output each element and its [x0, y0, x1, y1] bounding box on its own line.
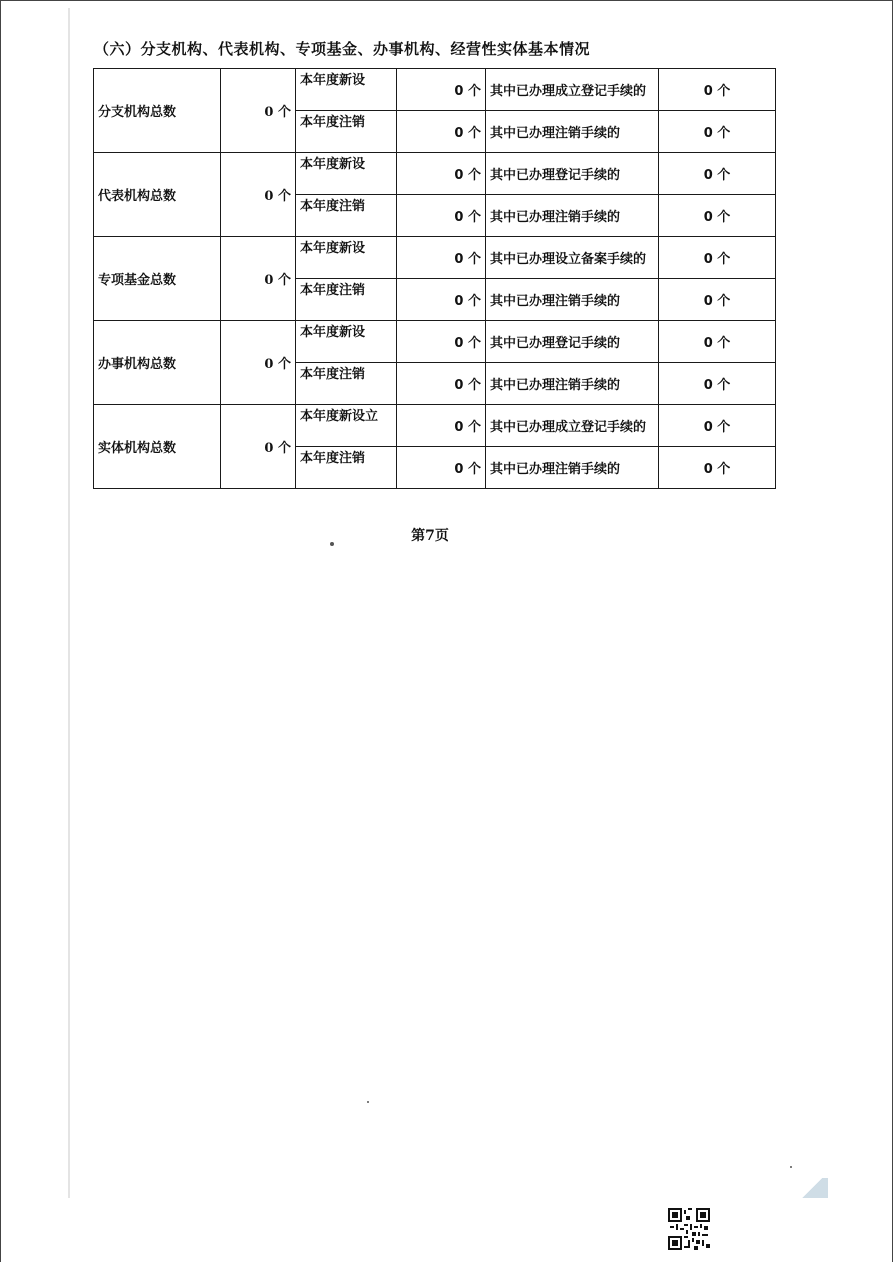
category-cell: 实体机构总数 — [94, 405, 221, 489]
count-cell: 0 个 — [397, 111, 486, 153]
procedure-cell: 其中已办理注销手续的 — [486, 279, 659, 321]
procedure-count-cell: 0 个 — [659, 111, 776, 153]
category-cell: 办事机构总数 — [94, 321, 221, 405]
table-row — [94, 321, 776, 363]
table-row — [94, 237, 776, 279]
page-corner-shadow — [796, 1178, 828, 1198]
count-cell: 0 个 — [397, 237, 486, 279]
frame-top-border — [0, 0, 893, 1]
action-cell: 本年度注销 — [296, 111, 397, 153]
procedure-count-cell: 0 个 — [659, 363, 776, 405]
action-cell: 本年度注销 — [296, 447, 397, 489]
procedure-count-cell: 0 个 — [659, 69, 776, 111]
total-count-cell: 0 个 — [221, 69, 296, 153]
procedure-cell: 其中已办理注销手续的 — [486, 363, 659, 405]
procedure-cell: 其中已办理成立登记手续的 — [486, 405, 659, 447]
category-cell: 代表机构总数 — [94, 153, 221, 237]
procedure-count-cell: 0 个 — [659, 279, 776, 321]
procedure-count-cell: 0 个 — [659, 405, 776, 447]
category-cell: 专项基金总数 — [94, 237, 221, 321]
table-row — [94, 405, 776, 447]
count-cell: 0 个 — [397, 153, 486, 195]
procedure-cell: 其中已办理登记手续的 — [486, 321, 659, 363]
table-row — [94, 153, 776, 195]
action-cell: 本年度新设 — [296, 321, 397, 363]
action-cell: 本年度注销 — [296, 195, 397, 237]
procedure-count-cell: 0 个 — [659, 447, 776, 489]
total-count-cell: 0 个 — [221, 153, 296, 237]
count-cell: 0 个 — [397, 363, 486, 405]
scan-speck — [790, 1166, 792, 1168]
total-count-cell: 0 个 — [221, 321, 296, 405]
action-cell: 本年度新设立 — [296, 405, 397, 447]
count-cell: 0 个 — [397, 69, 486, 111]
procedure-count-cell: 0 个 — [659, 321, 776, 363]
table-row — [94, 69, 776, 111]
count-cell: 0 个 — [397, 447, 486, 489]
procedure-cell: 其中已办理登记手续的 — [486, 153, 659, 195]
procedure-cell: 其中已办理设立备案手续的 — [486, 237, 659, 279]
procedure-count-cell: 0 个 — [659, 237, 776, 279]
category-cell: 分支机构总数 — [94, 69, 221, 153]
procedure-cell: 其中已办理注销手续的 — [486, 447, 659, 489]
procedure-count-cell: 0 个 — [659, 195, 776, 237]
action-cell: 本年度新设 — [296, 153, 397, 195]
action-cell: 本年度注销 — [296, 279, 397, 321]
count-cell: 0 个 — [397, 279, 486, 321]
action-cell: 本年度新设 — [296, 237, 397, 279]
qr-code-icon — [668, 1208, 710, 1250]
procedure-count-cell: 0 个 — [659, 153, 776, 195]
scan-speck — [330, 542, 334, 546]
section-title: （六）分支机构、代表机构、专项基金、办事机构、经营性实体基本情况 — [94, 40, 591, 58]
count-cell: 0 个 — [397, 405, 486, 447]
scan-speck — [367, 1101, 369, 1103]
action-cell: 本年度新设 — [296, 69, 397, 111]
procedure-cell: 其中已办理成立登记手续的 — [486, 69, 659, 111]
action-cell: 本年度注销 — [296, 363, 397, 405]
count-cell: 0 个 — [397, 195, 486, 237]
frame-left-border — [0, 0, 1, 1262]
page-number: 第7页 — [411, 528, 449, 544]
procedure-cell: 其中已办理注销手续的 — [486, 111, 659, 153]
total-count-cell: 0 个 — [221, 405, 296, 489]
count-cell: 0 个 — [397, 321, 486, 363]
institutions-table — [93, 68, 776, 489]
procedure-cell: 其中已办理注销手续的 — [486, 195, 659, 237]
total-count-cell: 0 个 — [221, 237, 296, 321]
